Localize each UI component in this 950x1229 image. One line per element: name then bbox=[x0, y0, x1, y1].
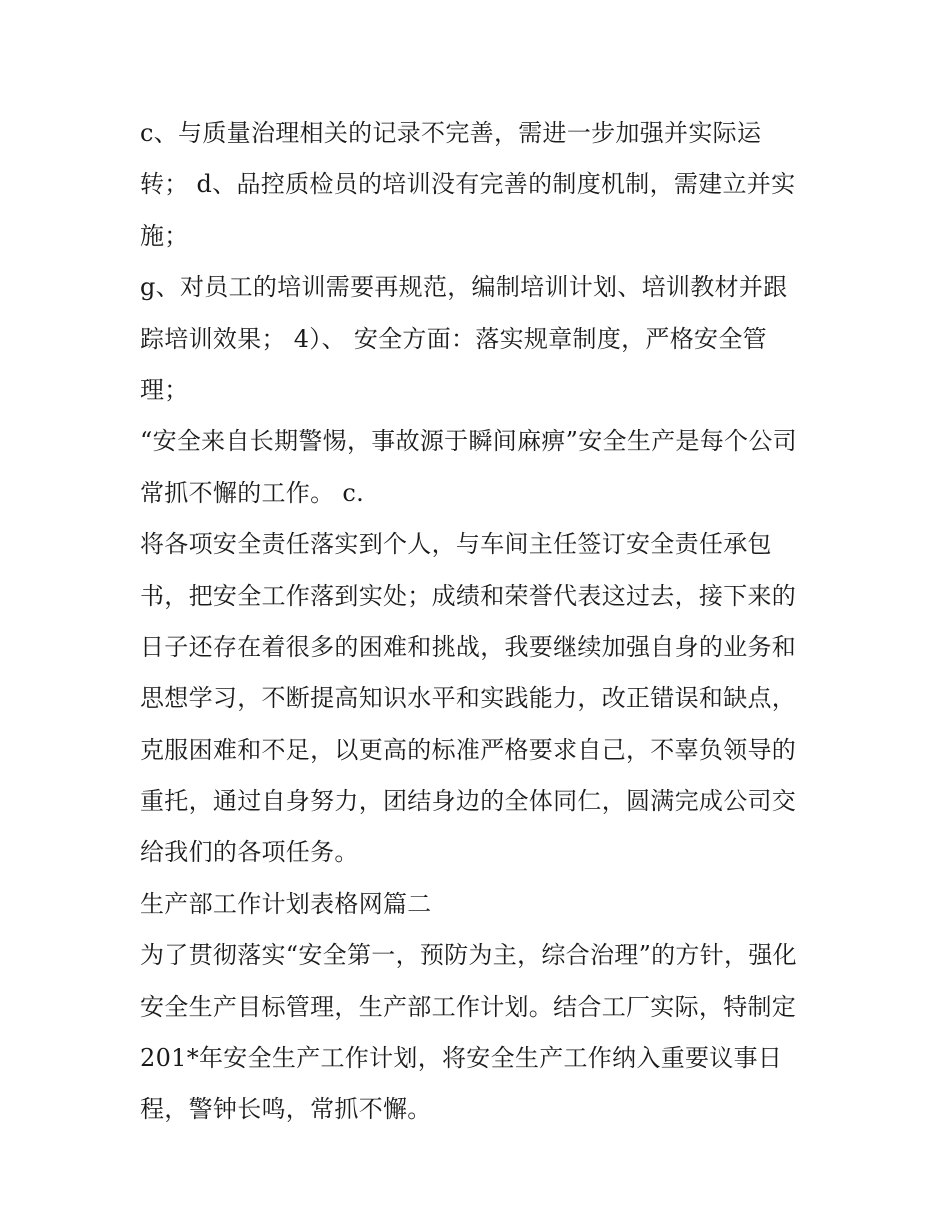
text-line: g、对员工的培训需要再规范，编制培训计划、培训教材并跟 bbox=[140, 273, 788, 302]
text-line: “安全来自长期警惕，事故源于瞬间麻痹”安全生产是每个公司 bbox=[140, 427, 797, 456]
text-line: 克服困难和不足，以更高的标准严格要求自己，不辜负领导的 bbox=[140, 735, 797, 764]
text-line: 理； bbox=[140, 375, 189, 404]
text-line: 思想学习，不断提高知识水平和实践能力，改正错误和缺点， bbox=[140, 684, 797, 713]
section-heading: 生产部工作计划表格网篇二 bbox=[140, 889, 432, 918]
text-line: 常抓不懈的工作。 c. bbox=[140, 478, 364, 507]
text-line: 将各项安全责任落实到个人，与车间主任签订安全责任承包 bbox=[140, 530, 772, 559]
text-line: 重托，通过自身努力，团结身边的全体同仁，圆满完成公司交 bbox=[140, 787, 797, 816]
text-line: 安全生产目标管理，生产部工作计划。结合工厂实际，特制定 bbox=[140, 992, 797, 1021]
text-line: 为了贯彻落实“安全第一，预防为主，综合治理”的方针，强化 bbox=[140, 941, 797, 970]
text-line: 施； bbox=[140, 221, 189, 250]
text-line: 程，警钟长鸣，常抓不懈。 bbox=[140, 1095, 432, 1124]
text-line: c、与质量治理相关的记录不完善，需进一步加强并实际运 bbox=[140, 119, 762, 147]
text-line: 201*年安全生产工作计划，将安全生产工作纳入重要议事日 bbox=[140, 1044, 783, 1073]
text-line: 日子还存在着很多的困难和挑战，我要继续加强自身的业务和 bbox=[140, 632, 797, 661]
document-body bbox=[140, 108, 820, 1136]
text-line: 转； d、品控质检员的培训没有完善的制度机制，需建立并实 bbox=[140, 170, 796, 199]
text-line: 踪培训效果； 4）、 安全方面：落实规章制度，严格安全管 bbox=[140, 324, 767, 353]
text-line: 给我们的各项任务。 bbox=[140, 838, 359, 867]
text-line: 书，把安全工作落到实处；成绩和荣誉代表这过去，接下来的 bbox=[140, 581, 797, 610]
